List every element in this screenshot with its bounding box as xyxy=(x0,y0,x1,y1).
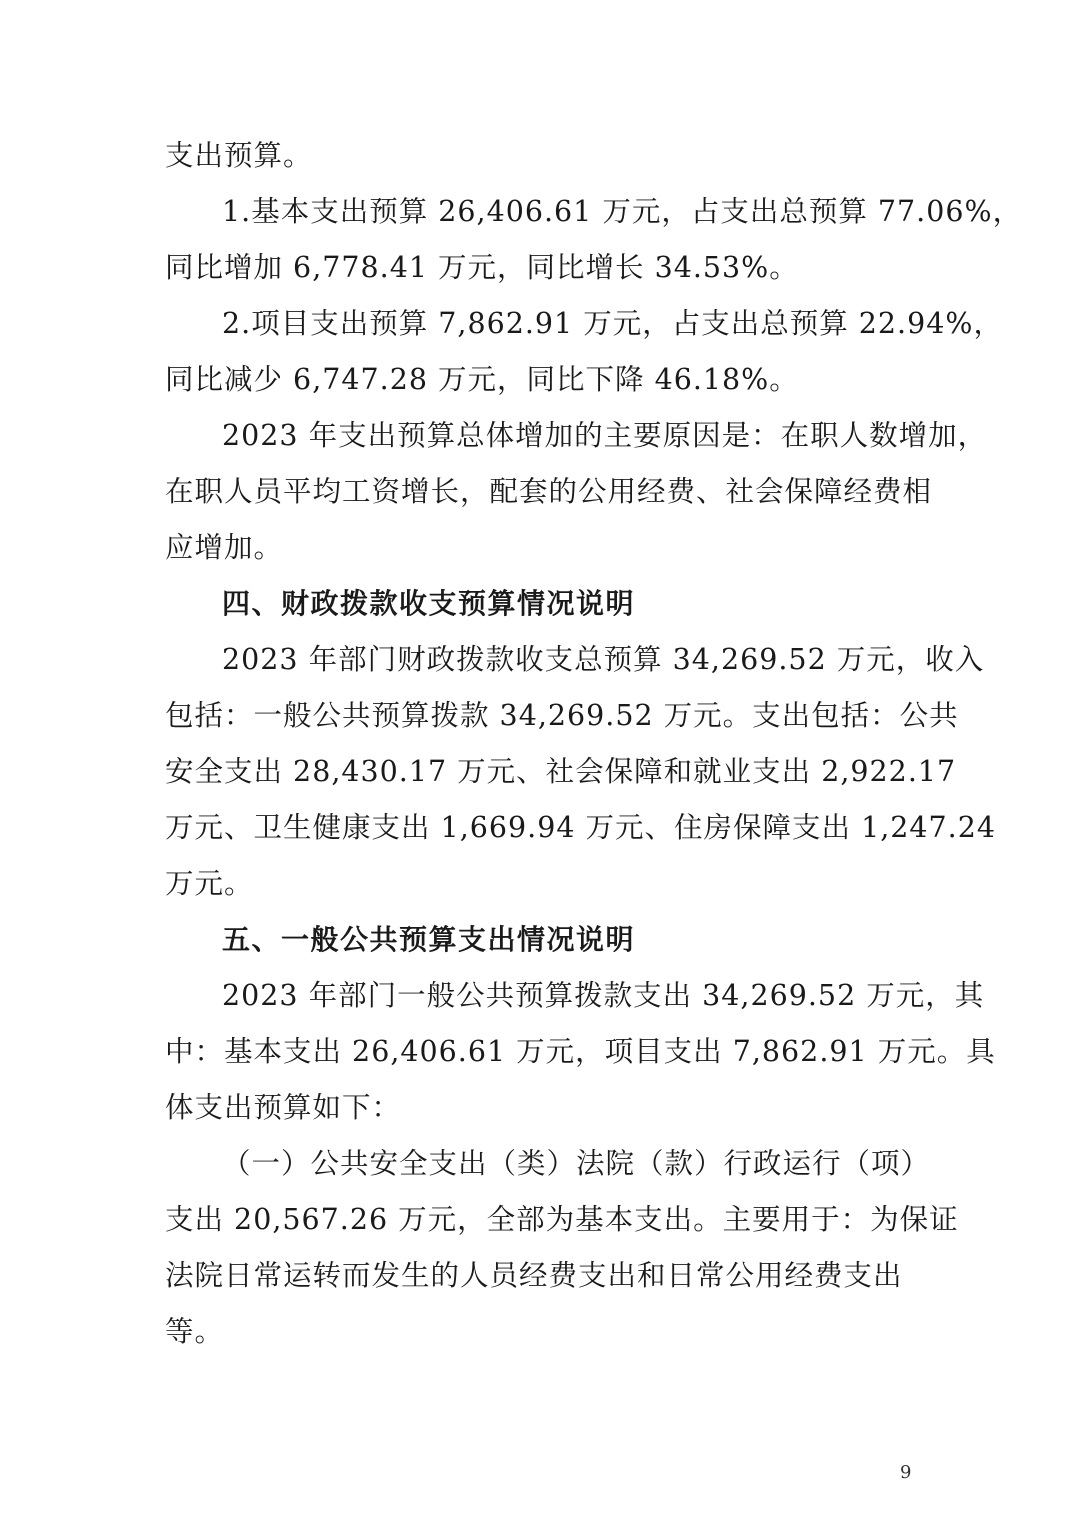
paragraph-line: 2.项目支出预算 7,862.91 万元，占支出总预算 22.94%， xyxy=(222,307,1003,340)
page-number: 9 xyxy=(900,1462,912,1483)
paragraph-line: 2023 年支出预算总体增加的主要原因是：在职人数增加， xyxy=(222,419,988,452)
paragraph-line: 支出 20,567.26 万元，全部为基本支出。主要用于：为保证 xyxy=(165,1203,959,1236)
document-body xyxy=(165,128,1023,1360)
paragraph-line: 支出预算。 xyxy=(165,139,313,172)
paragraph-line: 万元、卫生健康支出 1,669.94 万元、住房保障支出 1,247.24 xyxy=(165,811,997,844)
paragraph-line: 中：基本支出 26,406.61 万元，项目支出 7,862.91 万元。具 xyxy=(165,1035,996,1068)
paragraph-line: 同比增加 6,778.41 万元，同比增长 34.53%。 xyxy=(165,251,799,284)
paragraph-line: 在职人员平均工资增长，配套的公用经费、社会保障经费相 xyxy=(165,475,933,508)
paragraph-line: 包括：一般公共预算拨款 34,269.52 万元。支出包括：公共 xyxy=(165,699,959,732)
paragraph-line: 2023 年部门财政拨款收支总预算 34,269.52 万元，收入 xyxy=(222,643,985,676)
paragraph-line: 1.基本支出预算 26,406.61 万元，占支出总预算 77.06%， xyxy=(222,195,1023,228)
paragraph-line: 等。 xyxy=(165,1315,225,1348)
paragraph-line: （一）公共安全支出（类）法院（款）行政运行（项） xyxy=(222,1147,931,1180)
paragraph-line: 2023 年部门一般公共预算拨款支出 34,269.52 万元，其 xyxy=(222,979,985,1012)
paragraph-line: 应增加。 xyxy=(165,531,284,564)
section-heading: 四、财政拨款收支预算情况说明 xyxy=(222,587,636,620)
section-heading: 五、一般公共预算支出情况说明 xyxy=(222,923,636,956)
paragraph-line: 体支出预算如下： xyxy=(165,1091,402,1124)
paragraph-line: 安全支出 28,430.17 万元、社会保障和就业支出 2,922.17 xyxy=(165,755,957,788)
paragraph-line: 法院日常运转而发生的人员经费支出和日常公用经费支出 xyxy=(165,1259,903,1292)
paragraph-line: 同比减少 6,747.28 万元，同比下降 46.18%。 xyxy=(165,363,799,396)
paragraph-line: 万元。 xyxy=(165,867,254,900)
